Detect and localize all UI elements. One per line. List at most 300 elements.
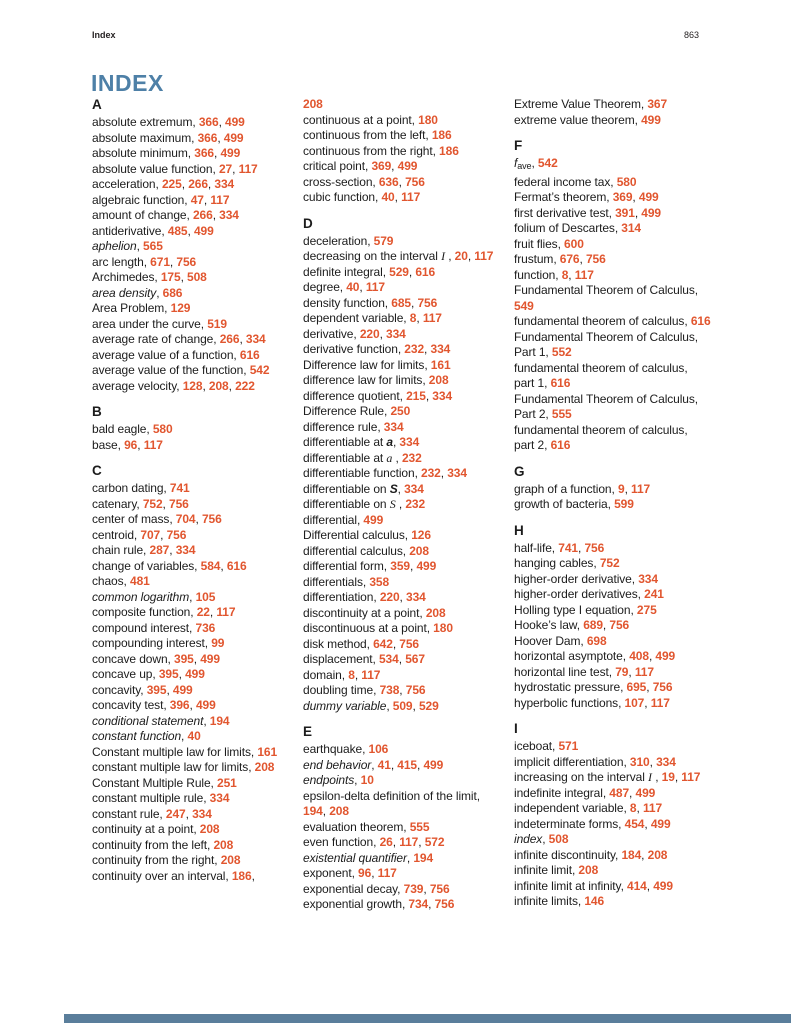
page-number[interactable]: 334 [656,754,676,769]
page-number[interactable]: 756 [176,254,197,269]
page-number[interactable]: 756 [405,174,425,189]
page-number[interactable]: 8 [629,801,637,815]
index-entry [303,882,500,898]
page-number[interactable]: 208 [329,804,349,818]
page-number[interactable]: 314 [621,221,642,235]
separator: , [373,590,380,604]
page-number[interactable]: 599 [614,497,634,511]
entry-term: infinite discontinuity [514,847,615,862]
page-number[interactable]: 117 [634,664,654,679]
page-number[interactable]: 741 [169,481,190,495]
separator: , [212,161,219,176]
page-number[interactable]: 251 [217,775,237,790]
page-number[interactable]: 552 [551,345,572,359]
page-number[interactable]: 508 [187,270,207,284]
index-column-3 [514,97,711,910]
page-number[interactable]: 186 [431,128,452,142]
entry-term: fundamental theorem of calculus [514,314,685,328]
page-number[interactable]: 9 [617,481,625,496]
page-number[interactable]: 499 [635,785,656,800]
page-number[interactable]: 208 [428,373,449,387]
page-number[interactable]: 686 [162,285,183,300]
page-number[interactable]: 756 [609,618,630,632]
page-number[interactable]: 415 [397,757,418,772]
page-number[interactable]: 572 [424,835,445,849]
page-number[interactable]: 756 [434,897,455,911]
index-entry [303,820,500,836]
separator: , [403,819,410,834]
page-number[interactable]: 752 [142,496,163,511]
page-number[interactable]: 408 [629,649,649,663]
separator: , [178,667,186,681]
index-entry [514,863,711,879]
page-number[interactable]: 689 [583,618,603,632]
page-number[interactable]: 519 [207,316,227,331]
separator: , [620,680,627,694]
separator: , [200,316,208,331]
page-number[interactable]: 756 [584,540,605,555]
page-number[interactable]: 499 [172,682,193,697]
separator: , [408,264,416,279]
entry-term: Hooke’s law [514,618,577,632]
page-number[interactable]: 549 [514,298,534,313]
page-number[interactable]: 542 [537,156,558,170]
page-number[interactable]: 756 [429,881,450,896]
page-number[interactable]: 600 [564,236,584,251]
page-number[interactable]: 499 [193,223,214,238]
page-number[interactable]: 334 [175,543,196,557]
page-number[interactable]: 161 [257,744,278,759]
page-number[interactable]: 756 [399,636,420,651]
page-number[interactable]: 126 [411,528,431,542]
index-entry [92,729,289,745]
index-entry [514,848,711,864]
page-number[interactable]: 567 [405,652,425,666]
page-number[interactable]: 47 [190,192,204,207]
page-number[interactable]: 208 [199,822,220,836]
page-number[interactable]: 40 [187,729,201,743]
page-number[interactable]: 266 [192,208,213,222]
page-number[interactable]: 220 [379,590,400,604]
page-number[interactable]: 499 [397,159,418,173]
page-number[interactable]: 499 [653,878,673,893]
page-number[interactable]: 106 [368,742,389,756]
page-number[interactable]: 485 [167,223,188,238]
index-entry [92,497,289,513]
page-number[interactable]: 105 [195,589,216,604]
separator: , [163,698,170,712]
page-number[interactable]: 414 [627,878,647,893]
page-number[interactable]: 676 [559,252,580,266]
page-number[interactable]: 232 [421,466,441,480]
page-number[interactable]: 616 [550,376,571,390]
page-number[interactable]: 529 [389,264,409,279]
index-entry [303,249,500,265]
page-number[interactable]: 616 [550,438,571,452]
page-number[interactable]: 395 [146,682,167,697]
page-number[interactable]: 8 [348,667,355,682]
page-number[interactable]: 508 [548,832,569,846]
page-number[interactable]: 222 [235,378,255,393]
page-number[interactable]: 180 [433,621,453,635]
index-entry [92,286,289,302]
separator: , [577,894,585,908]
separator: , [395,450,402,465]
page-number[interactable]: 499 [641,205,662,220]
index-entry [303,358,500,374]
page-number[interactable]: 580 [152,422,173,436]
separator: , [419,605,426,620]
entry-term: arc length [92,254,144,269]
entry-term: aphelion [92,239,137,253]
page-number[interactable]: 117 [377,866,397,880]
page-number[interactable]: 739 [403,881,424,896]
index-entry [92,193,289,209]
page-number[interactable]: 41 [377,757,391,772]
page-number[interactable]: 22 [196,605,210,619]
index-entry [303,265,500,281]
page-number[interactable]: 704 [175,512,196,526]
index-entry [92,807,289,823]
separator: , [606,190,613,204]
page-number[interactable]: 487 [609,785,630,800]
page-number[interactable]: 117 [401,190,421,204]
entry-term: differentiable at [303,450,387,465]
separator: , [406,850,414,865]
page-number[interactable]: 8 [561,267,569,282]
page-number[interactable]: 584 [200,558,221,573]
separator: , [426,621,434,635]
separator: , [218,115,226,129]
entry-term: disk method [303,636,367,651]
page-number[interactable]: 334 [406,590,426,604]
page-number[interactable]: 334 [209,791,230,805]
page-number[interactable]: 287 [149,543,170,557]
page-number[interactable]: 186 [231,868,252,883]
page-number[interactable]: 734 [408,897,429,911]
separator: , [207,177,215,191]
separator: , [646,878,654,893]
entry-term: conditional statement [92,713,204,728]
page-number[interactable]: 334 [430,342,451,356]
page-number[interactable]: 186 [439,143,459,158]
page-number[interactable]: 96 [124,437,138,452]
page-number[interactable]: 117 [143,437,163,452]
page-number[interactable]: 275 [636,602,657,617]
separator: , [611,481,618,496]
index-entry [514,801,711,817]
page-number[interactable]: 499 [223,130,244,145]
page-number[interactable]: 161 [430,357,451,372]
separator: , [386,698,393,713]
index-entry [92,162,289,178]
page-number[interactable]: 208 [213,837,234,852]
separator: , [209,605,217,619]
page-number[interactable]: 616 [690,314,711,328]
entry-term: absolute value function [92,161,213,176]
entry-term: constant function [92,729,182,743]
page-number[interactable]: 208 [220,853,241,867]
separator: , [383,559,391,573]
page-number[interactable]: 334 [404,481,424,496]
page-number[interactable]: 27 [218,161,233,176]
page-number[interactable]: 695 [626,680,647,694]
page-number[interactable]: 208 [647,847,668,862]
index-entry [514,97,711,113]
page-number[interactable]: 369 [612,190,633,204]
page-number[interactable]: 671 [150,254,170,269]
separator: , [213,332,220,346]
separator: , [607,497,615,511]
page-number[interactable]: 266 [219,332,240,346]
entry-term: fruit flies [514,236,558,251]
index-entry [303,190,500,206]
page-number[interactable]: 10 [360,773,374,787]
index-entry [514,817,711,833]
separator: , [372,652,379,666]
page-number[interactable]: 499 [416,559,437,573]
index-entry [514,618,711,634]
index-entry [92,379,289,395]
index-entry [303,606,500,622]
page-number[interactable]: 580 [616,174,637,189]
page-number[interactable]: 117 [631,481,651,496]
page-number[interactable]: 334 [386,326,406,341]
page-number[interactable]: 481 [130,574,150,588]
separator: , [193,651,201,666]
separator: , [579,252,586,266]
page-number[interactable]: 117 [216,605,236,619]
page-number[interactable]: 194 [413,850,434,865]
page-number[interactable]: 20 [454,249,468,263]
page-number[interactable]: 366 [197,130,218,145]
page-number[interactable]: 40 [381,190,395,204]
page-number[interactable]: 334 [432,388,453,403]
separator: , [384,404,391,418]
page-number[interactable]: 499 [638,190,659,204]
separator: , [166,682,173,697]
page-number[interactable]: 117 [681,770,701,784]
page-number[interactable]: 129 [170,301,191,315]
page-number[interactable]: 208 [303,97,323,111]
page-number[interactable]: 499 [200,651,220,666]
page-number[interactable]: 208 [425,605,446,620]
entry-term: cross-section [303,174,373,189]
page-number[interactable]: 499 [195,698,216,712]
page-number[interactable]: 220 [359,326,380,341]
page-number[interactable]: 499 [185,667,205,681]
page-number[interactable]: 741 [558,540,578,555]
page-number[interactable]: 359 [390,559,410,573]
page-number[interactable]: 117 [422,311,442,325]
page-number[interactable]: 756 [585,252,606,266]
page-number[interactable]: 391 [615,205,635,220]
page-number[interactable]: 454 [624,816,645,831]
page-number[interactable]: 266 [188,177,208,191]
page-number[interactable]: 19 [661,770,675,784]
page-number[interactable]: 40 [346,280,360,294]
page-number[interactable]: 208 [254,760,275,774]
index-entry [92,760,289,776]
page-number[interactable]: 579 [373,233,394,248]
separator: , [416,311,423,325]
page-number[interactable]: 117 [574,267,594,282]
page-number[interactable]: 107 [624,695,645,710]
page-number[interactable]: 241 [644,587,664,601]
separator: , [422,373,429,387]
page-number[interactable]: 616 [226,558,247,573]
index-entry [514,879,711,895]
separator: , [220,558,227,573]
index-entry [92,208,289,224]
entry-term: differentiable on [303,497,390,511]
page-number[interactable]: 499 [423,757,444,772]
separator: , [640,97,648,111]
page-number[interactable]: 232 [401,450,422,465]
index-entry [92,224,289,240]
page-number[interactable]: 117 [361,667,381,682]
entry-term: f [514,156,518,170]
page-number[interactable]: 334 [638,571,658,586]
page-number[interactable]: 542 [249,363,270,377]
page-number[interactable]: 180 [418,112,438,127]
page-number[interactable]: 367 [647,97,668,111]
page-number[interactable]: 642 [373,636,393,651]
page-number[interactable]: 194 [209,713,230,728]
index-entry [514,649,711,665]
page-number[interactable]: 184 [621,847,642,862]
page-number[interactable]: 366 [198,115,219,129]
page-number[interactable]: 509 [392,698,413,713]
page-number[interactable]: 395 [174,651,194,666]
page-number[interactable]: 334 [399,435,420,449]
page-number[interactable]: 96 [358,866,372,880]
page-number[interactable]: 334 [245,332,266,346]
page-number[interactable]: 99 [211,636,225,650]
entry-term: degree [303,280,340,294]
page-number[interactable]: 175 [160,270,181,284]
index-entry [92,422,289,438]
page-number[interactable]: 756 [417,295,438,310]
page-number[interactable]: 26 [379,835,393,849]
page-number[interactable]: 117 [642,801,663,815]
page-number[interactable]: 117 [650,695,670,710]
page-number[interactable]: 756 [201,512,222,526]
separator: , [146,422,153,436]
page-number[interactable]: 358 [369,574,390,589]
page-number[interactable]: 499 [650,816,671,831]
page-number[interactable]: 310 [629,754,650,769]
page-number[interactable]: 395 [158,667,179,681]
separator: , [195,512,202,526]
page-number[interactable]: 117 [474,249,494,263]
page-number[interactable]: 499 [225,115,245,129]
page-number[interactable]: 698 [586,633,607,648]
page-number[interactable]: 334 [214,177,235,191]
page-number[interactable]: 738 [379,683,400,697]
page-number[interactable]: 79 [615,664,629,679]
page-number[interactable]: 736 [195,620,216,635]
page-number[interactable]: 117 [399,835,419,849]
page-number[interactable]: 529 [418,698,439,713]
entry-term: base [92,437,118,452]
index-columns [92,97,711,913]
page-number[interactable]: 194 [303,804,323,818]
page-number[interactable]: 756 [405,683,426,697]
page-number[interactable]: 146 [584,894,605,908]
page-number[interactable]: 215 [406,388,426,403]
page-number[interactable]: 756 [652,680,673,694]
page-number[interactable]: 555 [551,407,572,421]
page-number[interactable]: 534 [378,652,399,666]
index-entry [92,528,289,544]
page-number[interactable]: 208 [578,863,599,877]
entry-term: Constant multiple law for limits [92,744,251,759]
page-number[interactable]: 334 [219,208,239,222]
index-entry [303,513,500,529]
page-number[interactable]: 752 [599,556,620,570]
page-number[interactable]: 756 [166,527,187,542]
page-number[interactable]: 334 [383,419,404,434]
page-number[interactable]: 247 [165,806,186,821]
page-number[interactable]: 208 [208,378,229,393]
page-number[interactable]: 117 [238,161,258,176]
page-number[interactable]: 366 [194,146,214,160]
page-number[interactable]: 499 [220,146,241,160]
page-number[interactable]: 250 [390,404,411,418]
page-number[interactable]: 616 [239,347,260,362]
separator: , [169,543,176,557]
page-number[interactable]: 128 [182,378,203,393]
page-number[interactable]: 499 [363,512,384,527]
page-number[interactable]: 685 [391,295,411,310]
page-number[interactable]: 616 [415,264,436,279]
separator: , [155,177,162,191]
page-number[interactable]: 232 [405,497,426,511]
page-number[interactable]: 8 [409,311,417,325]
page-number[interactable]: 707 [140,527,161,542]
entry-term: differential [303,512,357,527]
separator: , [117,437,125,452]
page-number[interactable]: 499 [641,112,661,127]
page-number[interactable]: 117 [365,280,385,294]
entry-term: displacement [303,652,373,666]
entry-term: a [386,435,393,449]
page-number[interactable]: 565 [143,239,163,253]
page-number[interactable]: 232 [404,342,425,356]
separator: , [228,378,236,393]
index-entry [303,773,500,789]
separator: , [608,664,616,679]
index-entry [92,683,289,699]
separator: , [239,332,246,346]
page-number[interactable]: 571 [558,739,579,753]
separator: , [646,680,653,694]
page-number[interactable]: 334 [192,806,212,821]
page-number[interactable]: 555 [409,819,430,834]
page-number[interactable]: 225 [161,177,182,191]
page-number[interactable]: 636 [378,174,399,189]
page-number[interactable]: 756 [169,496,189,511]
page-number[interactable]: 396 [169,698,190,712]
page-number[interactable]: 208 [409,543,429,558]
page-number[interactable]: 334 [447,466,467,480]
page-number[interactable]: 499 [655,649,676,663]
separator: , [250,744,258,759]
page-number[interactable]: 117 [210,192,230,207]
index-entry [303,327,500,343]
page-number[interactable]: 369 [371,159,392,173]
